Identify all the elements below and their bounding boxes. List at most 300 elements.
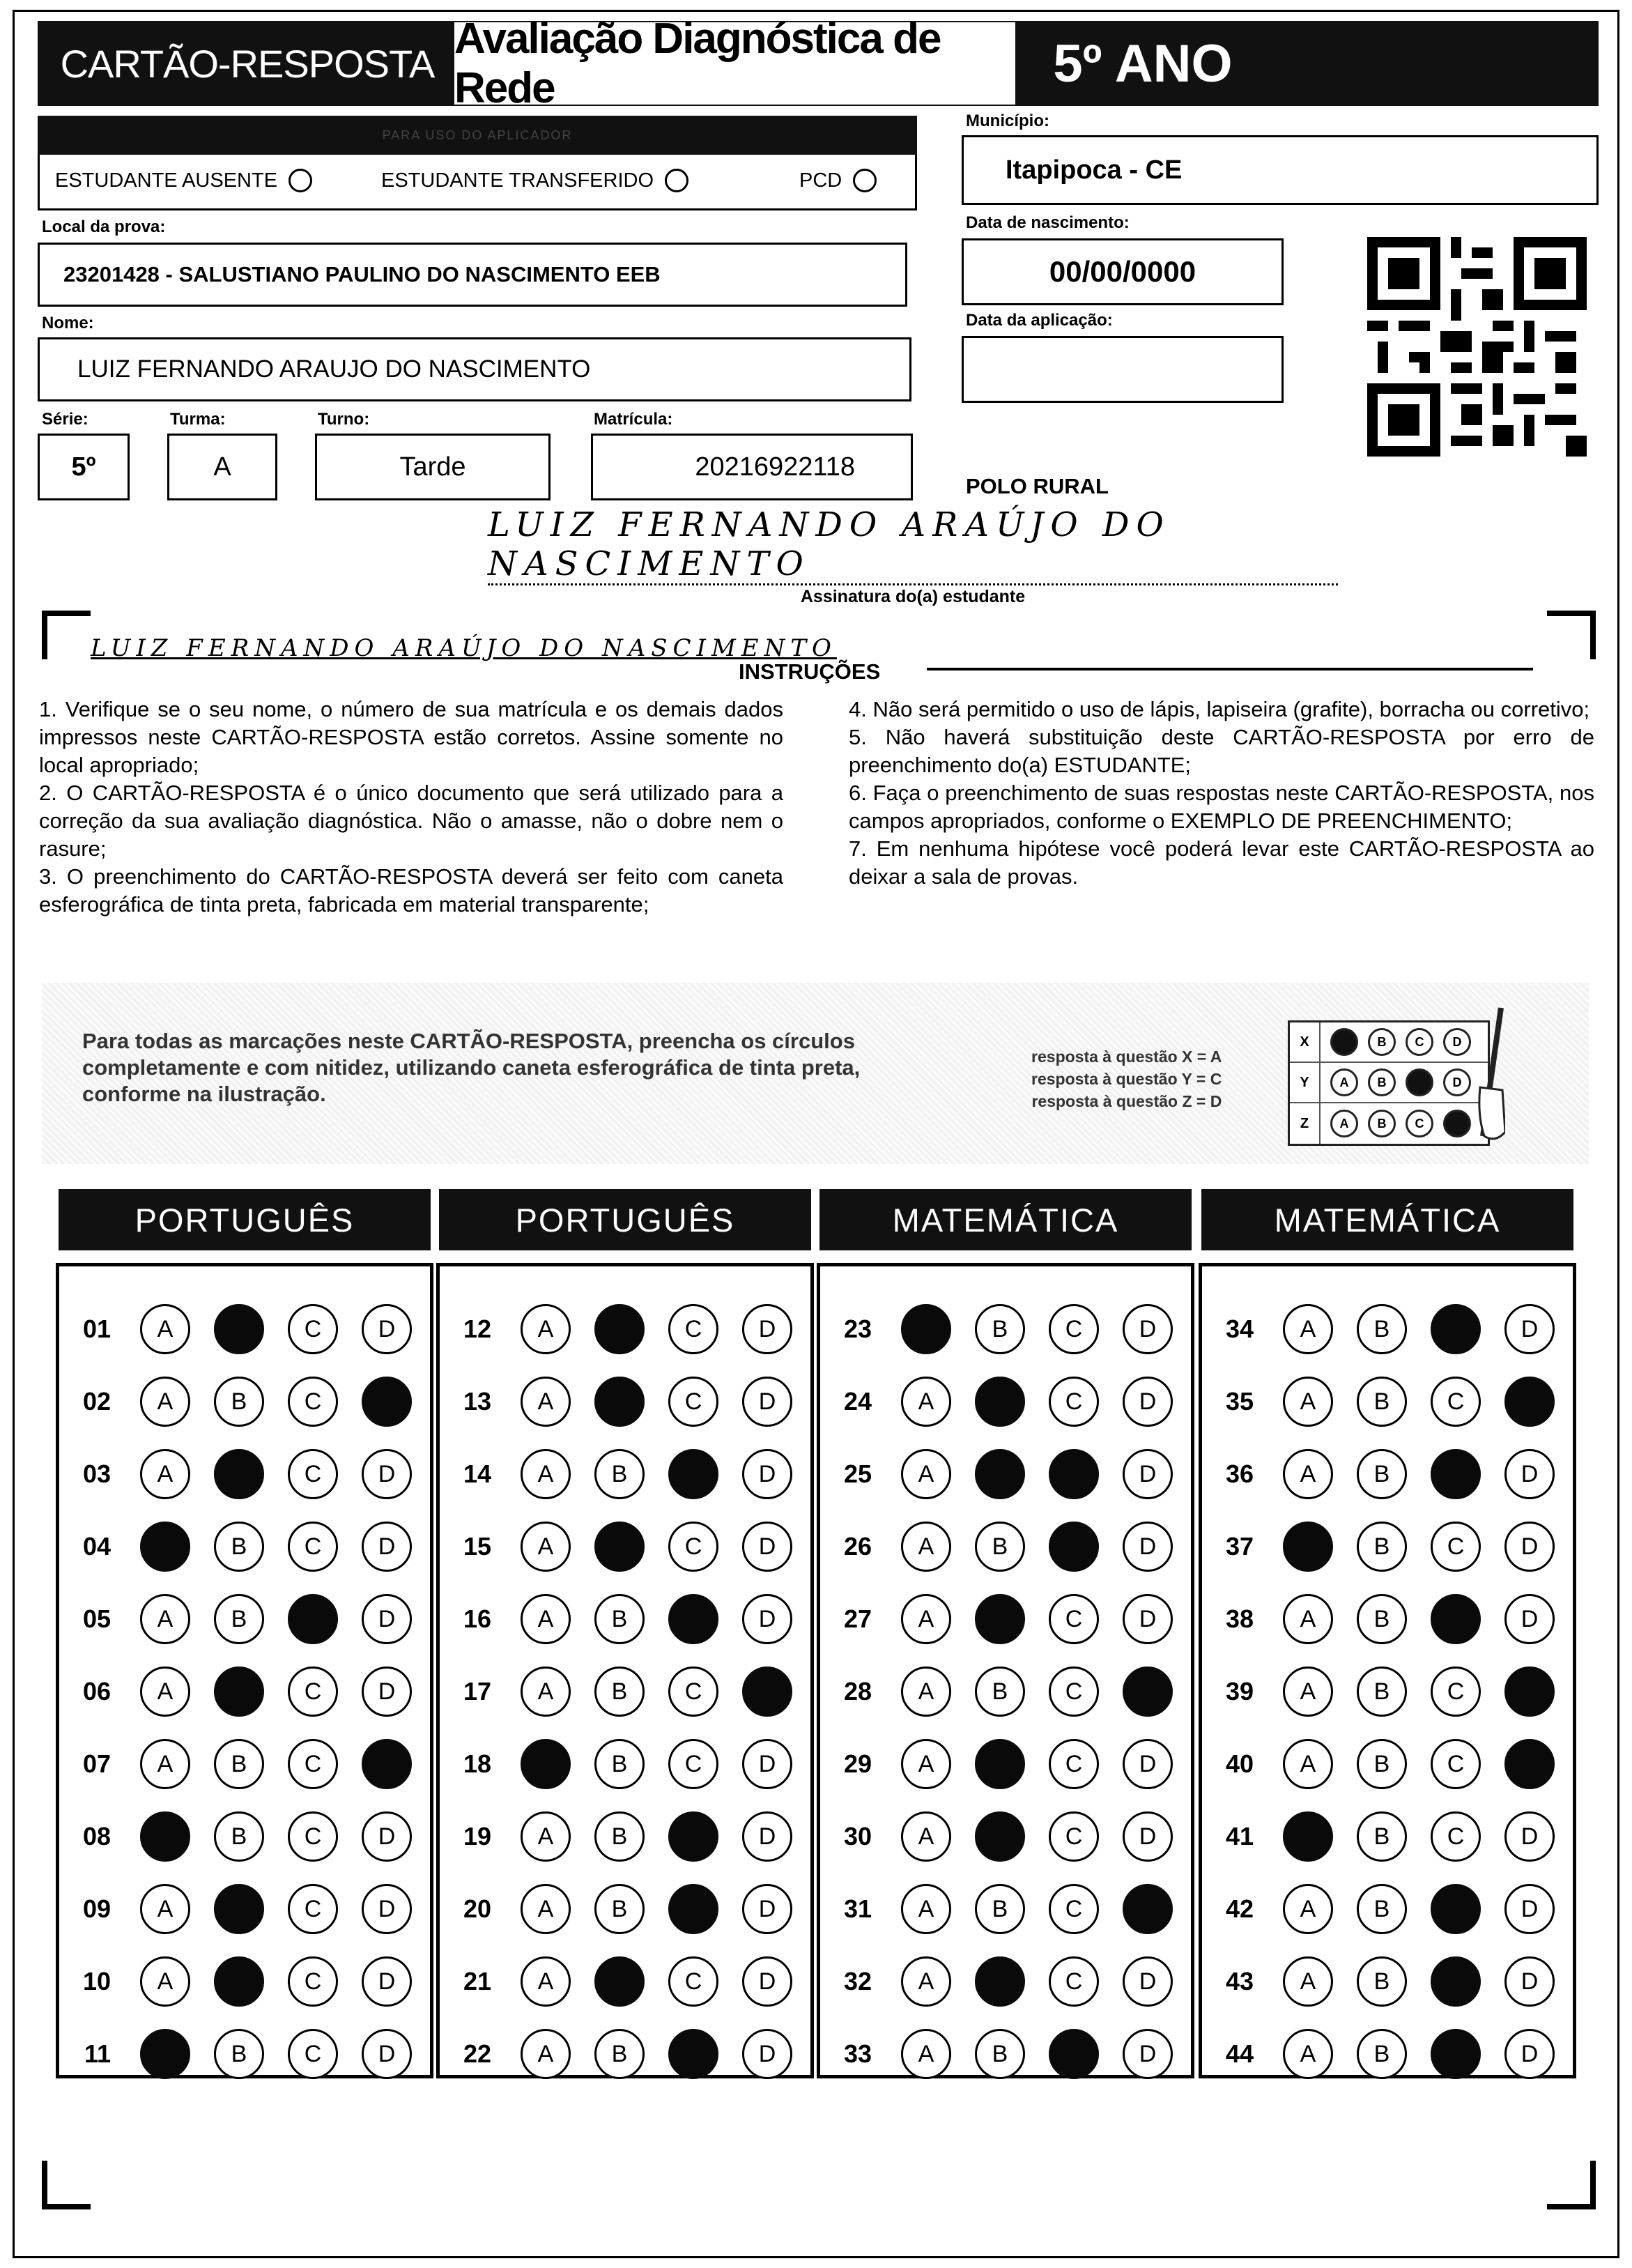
question-number: 29 [843, 1749, 872, 1778]
question-row [1212, 1809, 1555, 1864]
answer-bubble-b[interactable]: B [214, 2029, 264, 2079]
question-row [449, 1809, 792, 1864]
answer-bubble-c[interactable]: C [288, 1811, 338, 1862]
question-number: 06 [82, 1677, 111, 1706]
answer-bubble-d[interactable] [1123, 1884, 1173, 1934]
answer-bubble-c[interactable]: C [288, 1884, 338, 1934]
instruction-3: 3. O preenchimento do CARTÃO-RESPOSTA deverá ser feito com caneta esferográfica de tinta preta, fabricada em material transparente; [39, 864, 783, 917]
answer-bubble-c[interactable]: C [1431, 1739, 1481, 1789]
answer-bubble-b[interactable]: B [594, 1449, 645, 1499]
answer-bubble-c[interactable] [1431, 1594, 1481, 1644]
answer-bubble-a[interactable]: A [140, 1884, 190, 1934]
answer-bubble-b[interactable]: B [214, 1594, 264, 1644]
local-field [38, 243, 907, 307]
answer-bubble-b[interactable] [214, 1956, 264, 2007]
answer-bubble-d[interactable]: D [362, 1884, 412, 1934]
fill-example-keys [1031, 1045, 1222, 1112]
answer-bubble-c[interactable]: C [288, 2029, 338, 2079]
answer-bubble-c[interactable]: C [1049, 1956, 1099, 2007]
answer-bubble-a[interactable]: A [1283, 2029, 1333, 2079]
answer-bubble-b[interactable]: B [214, 1811, 264, 1862]
answer-bubble-b[interactable]: B [214, 1377, 264, 1427]
question-row [1212, 1954, 1555, 2009]
answer-bubble-d[interactable]: D [1504, 1811, 1555, 1862]
answer-bubble-c[interactable]: C [1049, 1739, 1099, 1789]
answer-bubble-a[interactable] [140, 1811, 190, 1862]
answer-bubble-a[interactable]: A [140, 1666, 190, 1717]
applicator-heading: PARA USO DO APLICADOR [38, 116, 917, 155]
answer-bubble-b[interactable]: B [1357, 1739, 1407, 1789]
answer-bubble-a[interactable]: A [521, 1811, 571, 1862]
answer-bubble-d[interactable]: D [1504, 1884, 1555, 1934]
answer-bubble-d[interactable]: D [362, 1956, 412, 2007]
transferred-bubble[interactable] [665, 169, 688, 192]
answer-bubble-b[interactable] [975, 1449, 1025, 1499]
answer-bubble-b[interactable]: B [594, 1666, 645, 1717]
question-number: 27 [843, 1604, 872, 1633]
answer-bubble-a[interactable]: A [521, 1522, 571, 1572]
name-field [38, 337, 911, 401]
question-number: 11 [84, 2039, 111, 2068]
answer-bubble-b[interactable]: B [1357, 1304, 1407, 1354]
answer-bubble-d[interactable] [742, 1666, 792, 1717]
answer-bubble-d[interactable]: D [1123, 1594, 1173, 1644]
answer-bubble-a[interactable]: A [521, 2029, 571, 2079]
question-number: 14 [463, 1459, 491, 1488]
turno-field [315, 434, 551, 500]
answer-bubble-c[interactable]: C [668, 1377, 718, 1427]
question-number: 43 [1225, 1967, 1254, 1995]
answer-bubble-d[interactable]: D [1123, 1304, 1173, 1354]
question-number: 18 [463, 1749, 491, 1778]
answer-bubble-c[interactable] [1431, 1884, 1481, 1934]
answer-bubble-a[interactable]: A [901, 1594, 951, 1644]
question-row [1212, 1519, 1555, 1574]
answer-bubble-d[interactable]: D [1504, 1522, 1555, 1572]
answer-bubble-d[interactable]: D [1504, 1956, 1555, 2007]
answer-bubble-d[interactable]: D [1123, 1739, 1173, 1789]
question-row [69, 1809, 412, 1864]
answer-bubble-d[interactable] [1504, 1666, 1555, 1717]
answer-bubble-b[interactable] [214, 1304, 264, 1354]
answer-bubble-b[interactable]: B [214, 1739, 264, 1789]
answer-bubble-b[interactable]: B [1357, 1594, 1407, 1644]
answer-bubble-d[interactable]: D [742, 1522, 792, 1572]
question-row [69, 2026, 412, 2082]
answer-bubble-a[interactable]: A [901, 1449, 951, 1499]
answer-bubble-c[interactable]: C [668, 1522, 718, 1572]
answer-bubble-d[interactable]: D [1123, 1956, 1173, 2007]
answer-bubble-d[interactable]: D [362, 1594, 412, 1644]
answer-bubble-a[interactable]: A [901, 1884, 951, 1934]
answer-bubble-b[interactable]: B [975, 1884, 1025, 1934]
answer-bubble-b[interactable] [594, 1304, 645, 1354]
answer-bubble-c[interactable]: C [288, 1449, 338, 1499]
question-row [69, 1881, 412, 1937]
answer-bubble-c[interactable] [1049, 1522, 1099, 1572]
answer-bubble-d[interactable] [1123, 1666, 1173, 1717]
question-row [1212, 1374, 1555, 1430]
nascimento-field [962, 238, 1284, 305]
corner-mark-bottom-left [42, 2161, 91, 2209]
answer-bubble-c[interactable]: C [1431, 1666, 1481, 1717]
answer-bubble-d[interactable] [1504, 1739, 1555, 1789]
answer-bubble-c[interactable]: C [288, 1522, 338, 1572]
answer-bubble-d[interactable]: D [742, 1377, 792, 1427]
answer-bubble-c[interactable]: C [1431, 1522, 1481, 1572]
question-row [830, 1591, 1173, 1647]
answer-bubble-d[interactable]: D [362, 1666, 412, 1717]
answer-bubble-a[interactable]: A [1283, 1666, 1333, 1717]
answer-bubble-a[interactable]: A [901, 1956, 951, 2007]
aplicacao-label: Data da aplicação: [966, 311, 1113, 330]
answer-bubble-c[interactable] [1431, 1956, 1481, 2007]
question-number: 19 [463, 1822, 491, 1851]
answer-bubble-a[interactable]: A [140, 1304, 190, 1354]
answer-bubble-c[interactable] [1431, 2029, 1481, 2079]
question-number: 32 [843, 1967, 872, 1995]
question-row [449, 1374, 792, 1430]
answer-bubble-c[interactable]: C [1431, 1811, 1481, 1862]
serie-label: Série: [42, 410, 88, 429]
instruction-6: 6. Faça o preenchimento de suas respostas neste CARTÃO-RESPOSTA, nos campos apropriados, conforme o EXEMPLO DE PREENCHIMENTO; [849, 781, 1594, 833]
answer-bubble-a[interactable]: A [1283, 1884, 1333, 1934]
instruction-7: 7. Em nenhuma hipótese você poderá levar este CARTÃO-RESPOSTA ao deixar a sala de provas. [849, 836, 1594, 889]
question-number: 42 [1225, 1894, 1254, 1923]
answer-bubble-b[interactable]: B [594, 1594, 645, 1644]
answer-bubble-d[interactable]: D [1504, 2029, 1555, 2079]
answer-bubble-a[interactable]: A [521, 1956, 571, 2007]
question-row [1212, 2026, 1555, 2082]
question-number: 13 [463, 1387, 491, 1416]
section-answer-box [56, 1263, 433, 2078]
answer-bubble-a[interactable]: A [1283, 1377, 1333, 1427]
question-row [830, 1881, 1173, 1937]
answer-bubble-b[interactable]: B [975, 1304, 1025, 1354]
instructions-title: INSTRUÇÕES [739, 659, 881, 684]
answer-bubble-c[interactable] [668, 1884, 718, 1934]
transferred-option[interactable] [381, 169, 688, 192]
section-answer-box [817, 1263, 1194, 2078]
answer-bubble-a[interactable]: A [521, 1449, 571, 1499]
answer-bubble-d[interactable]: D [742, 1304, 792, 1354]
section-answer-box [436, 1263, 814, 2078]
question-row [830, 1809, 1173, 1864]
answer-bubble-b[interactable]: B [594, 1739, 645, 1789]
question-number: 38 [1225, 1604, 1254, 1633]
question-number: 41 [1225, 1822, 1254, 1851]
answer-bubble-a[interactable]: A [901, 1377, 951, 1427]
answer-bubble-d[interactable]: D [742, 1884, 792, 1934]
example-row-label: Y [1290, 1063, 1321, 1102]
question-number: 35 [1225, 1387, 1254, 1416]
municipio-label: Município: [966, 112, 1049, 130]
question-number: 07 [82, 1749, 111, 1778]
question-row [830, 1664, 1173, 1719]
answer-bubble-b[interactable]: B [594, 1884, 645, 1934]
answer-bubble-d[interactable]: D [742, 1811, 792, 1862]
answer-bubble-c[interactable]: C [1049, 1884, 1099, 1934]
question-number: 16 [463, 1604, 491, 1633]
answer-bubble-c[interactable]: C [668, 1666, 718, 1717]
section-title: PORTUGUÊS [59, 1189, 431, 1250]
turma-value: A [213, 452, 231, 482]
question-row [449, 1736, 792, 1792]
answer-bubble-a[interactable]: A [901, 1522, 951, 1572]
answer-bubble-a[interactable]: A [1283, 1594, 1333, 1644]
answer-bubble-c[interactable] [288, 1594, 338, 1644]
answer-bubble-b[interactable]: B [214, 1522, 264, 1572]
pcd-option[interactable] [799, 169, 877, 192]
answer-bubble-a[interactable]: A [140, 1449, 190, 1499]
answer-bubble-d[interactable]: D [742, 1594, 792, 1644]
student-signature[interactable]: LUIZ FERNANDO ARAÚJO DO NASCIMENTO [488, 537, 1338, 585]
answer-bubble-d[interactable]: D [362, 1449, 412, 1499]
instruction-5: 5. Não haverá substituição deste CARTÃO-RESPOSTA por erro de preenchimento do(a) ESTUDANTE; [849, 725, 1594, 777]
answer-bubble-d[interactable]: D [362, 1811, 412, 1862]
pcd-bubble[interactable] [853, 169, 877, 192]
answer-bubble-a[interactable]: A [521, 1884, 571, 1934]
example-bubble-a: A [1330, 1068, 1358, 1096]
answer-bubble-c[interactable]: C [1049, 1594, 1099, 1644]
question-row [449, 1664, 792, 1719]
answer-bubble-d[interactable]: D [742, 2029, 792, 2079]
absent-option[interactable] [55, 169, 312, 192]
example-key-x: resposta à questão X = A [1031, 1048, 1222, 1066]
municipio-value: Itapipoca - CE [1006, 155, 1183, 185]
answer-bubble-a[interactable]: A [140, 1594, 190, 1644]
question-row [69, 1664, 412, 1719]
example-bubble-c: C [1406, 1028, 1433, 1056]
answer-bubble-d[interactable] [1504, 1377, 1555, 1427]
name-value: LUIZ FERNANDO ARAUJO DO NASCIMENTO [77, 355, 591, 383]
answer-bubble-c[interactable]: C [668, 1956, 718, 2007]
answer-bubble-c[interactable]: C [288, 1304, 338, 1354]
answer-bubble-d[interactable]: D [362, 1522, 412, 1572]
answer-bubble-c[interactable]: C [668, 1304, 718, 1354]
turma-field [167, 434, 277, 500]
example-bubble-a: A [1330, 1028, 1358, 1056]
answer-bubble-b[interactable]: B [1357, 1811, 1407, 1862]
answer-bubble-b[interactable]: B [1357, 1377, 1407, 1427]
example-bubble-d: D [1443, 1110, 1471, 1137]
fill-example-text: Para todas as marcações neste CARTÃO-RESPOSTA, preencha os círculos completamente e com nitidez, utilizando caneta esferográfica de tinta preta, conforme na ilustração. [82, 1029, 861, 1106]
answer-bubble-c[interactable]: C [1049, 1666, 1099, 1717]
section-answer-box [1199, 1263, 1576, 2078]
answer-bubble-a[interactable] [1283, 1811, 1333, 1862]
example-row [1290, 1103, 1488, 1144]
handwritten-name: LUIZ FERNANDO ARAÚJO DO NASCIMENTO [91, 634, 837, 662]
answer-bubble-a[interactable]: A [140, 1377, 190, 1427]
answer-bubble-a[interactable]: A [521, 1377, 571, 1427]
question-number: 15 [463, 1532, 491, 1561]
answer-bubble-a[interactable] [140, 1522, 190, 1572]
answer-bubble-d[interactable]: D [1123, 1377, 1173, 1427]
nascimento-value: 00/00/0000 [1049, 255, 1196, 288]
answer-bubble-d[interactable]: D [1504, 1449, 1555, 1499]
question-row [830, 1301, 1173, 1357]
example-bubble-d: D [1443, 1028, 1471, 1056]
answer-bubble-b[interactable]: B [1357, 1522, 1407, 1572]
name-label: Nome: [42, 314, 94, 332]
question-row [830, 1736, 1173, 1792]
serie-value: 5º [71, 452, 96, 482]
question-row [449, 1881, 792, 1937]
answer-bubble-b[interactable] [214, 1449, 264, 1499]
aplicacao-field [962, 336, 1284, 403]
absent-bubble[interactable] [288, 169, 312, 192]
corner-mark-bottom-right [1547, 2161, 1596, 2209]
answer-bubble-c[interactable] [1431, 1304, 1481, 1354]
answer-bubble-a[interactable]: A [140, 1739, 190, 1789]
answer-bubble-c[interactable] [668, 1449, 718, 1499]
example-key-y: resposta à questão Y = C [1031, 1070, 1222, 1088]
answer-bubble-a[interactable]: A [901, 1811, 951, 1862]
question-row [69, 1954, 412, 2009]
example-bubble-a: A [1330, 1110, 1358, 1137]
answer-bubble-c[interactable]: C [1049, 1377, 1099, 1427]
answer-bubble-c[interactable]: C [288, 1666, 338, 1717]
answer-bubble-c[interactable]: C [288, 1739, 338, 1789]
answer-bubble-d[interactable]: D [1504, 1594, 1555, 1644]
answer-bubble-b[interactable]: B [975, 1522, 1025, 1572]
answer-bubble-b[interactable]: B [1357, 1884, 1407, 1934]
question-row [830, 1519, 1173, 1574]
answer-bubble-a[interactable]: A [140, 1956, 190, 2007]
answer-bubble-d[interactable]: D [362, 2029, 412, 2079]
answer-bubble-c[interactable]: C [1049, 1304, 1099, 1354]
answer-bubble-b[interactable]: B [1357, 1956, 1407, 2007]
question-number: 26 [843, 1532, 872, 1561]
answer-bubble-c[interactable]: C [668, 1739, 718, 1789]
grade-title: 5º ANO [1053, 33, 1233, 93]
answer-bubble-b[interactable]: B [975, 1666, 1025, 1717]
answer-bubble-a[interactable] [140, 2029, 190, 2079]
answer-bubble-b[interactable] [594, 1377, 645, 1427]
answer-bubble-d[interactable]: D [362, 1304, 412, 1354]
answer-bubble-c[interactable]: C [1049, 1811, 1099, 1862]
answer-bubble-d[interactable] [362, 1739, 412, 1789]
answer-bubble-a[interactable]: A [1283, 1449, 1333, 1499]
question-number: 23 [843, 1315, 872, 1343]
answer-bubble-b[interactable] [975, 1956, 1025, 2007]
answer-bubble-b[interactable] [214, 1884, 264, 1934]
question-number: 28 [843, 1677, 872, 1706]
answer-bubble-a[interactable] [521, 1739, 571, 1789]
answer-bubble-d[interactable]: D [1504, 1304, 1555, 1354]
card-title: CARTÃO-RESPOSTA [60, 41, 435, 86]
example-bubble-b: B [1368, 1028, 1396, 1056]
answer-bubble-a[interactable]: A [901, 1739, 951, 1789]
question-number: 12 [463, 1315, 491, 1343]
example-row-label: Z [1290, 1103, 1321, 1144]
answer-bubble-b[interactable]: B [594, 1811, 645, 1862]
answer-bubble-c[interactable]: C [1431, 1377, 1481, 1427]
answer-bubble-a[interactable] [901, 1304, 951, 1354]
question-row [830, 1954, 1173, 2009]
answer-bubble-b[interactable] [975, 1739, 1025, 1789]
answer-bubble-b[interactable] [594, 1956, 645, 2007]
question-number: 37 [1225, 1532, 1254, 1561]
example-row [1290, 1063, 1488, 1103]
answer-bubble-a[interactable]: A [521, 1304, 571, 1354]
answer-bubble-c[interactable] [1049, 2029, 1099, 2079]
answer-bubble-d[interactable]: D [1123, 1449, 1173, 1499]
answer-bubble-d[interactable]: D [742, 1956, 792, 2007]
instruction-1: 1. Verifique se o seu nome, o número de sua matrícula e os demais dados impressos neste CARTÃO-RESPOSTA estão corretos. Assine somente no local apropriado; [39, 697, 783, 777]
question-row [449, 1954, 792, 2009]
instruction-2: 2. O CARTÃO-RESPOSTA é o único documento que será utilizado para a correção da sua avaliação diagnóstica. Não o amasse, não o dobre nem o rasure; [39, 781, 783, 861]
answer-bubble-a[interactable] [1283, 1522, 1333, 1572]
example-row [1290, 1022, 1488, 1063]
answer-bubble-d[interactable] [362, 1377, 412, 1427]
turno-value: Tarde [399, 452, 466, 482]
answer-bubble-a[interactable]: A [1283, 1739, 1333, 1789]
answer-bubble-b[interactable] [975, 1811, 1025, 1862]
answer-bubble-b[interactable] [594, 1522, 645, 1572]
section-title: MATEMÁTICA [819, 1189, 1192, 1250]
answer-bubble-a[interactable]: A [1283, 1304, 1333, 1354]
answer-bubble-a[interactable]: A [901, 2029, 951, 2079]
answer-bubble-c[interactable]: C [288, 1377, 338, 1427]
answer-bubble-d[interactable]: D [742, 1449, 792, 1499]
matricula-value: 20216922118 [695, 452, 855, 482]
question-number: 30 [843, 1822, 872, 1851]
instructions-rule [927, 668, 1533, 671]
answer-bubble-b[interactable] [214, 1666, 264, 1717]
answer-bubble-c[interactable] [668, 2029, 718, 2079]
answer-bubble-c[interactable] [668, 1811, 718, 1862]
answer-bubble-c[interactable] [668, 1594, 718, 1644]
transferred-label: ESTUDANTE TRANSFERIDO [381, 169, 654, 192]
answer-bubble-a[interactable]: A [1283, 1956, 1333, 2007]
answer-bubble-a[interactable]: A [521, 1666, 571, 1717]
answer-bubble-a[interactable]: A [901, 1666, 951, 1717]
answer-bubble-a[interactable]: A [521, 1594, 571, 1644]
question-row [449, 1301, 792, 1357]
exam-title: Avaliação Diagnóstica de Rede [454, 22, 1015, 105]
answer-bubble-c[interactable] [1049, 1449, 1099, 1499]
absent-label: ESTUDANTE AUSENTE [55, 169, 278, 192]
answer-bubble-d[interactable]: D [1123, 1522, 1173, 1572]
instruction-4: 4. Não será permitido o uso de lápis, lapiseira (grafite), borracha ou corretivo; [849, 697, 1590, 721]
question-row [449, 2026, 792, 2082]
answer-bubble-b[interactable]: B [1357, 1449, 1407, 1499]
answer-bubble-b[interactable]: B [594, 2029, 645, 2079]
answer-bubble-b[interactable]: B [1357, 2029, 1407, 2079]
answer-bubble-d[interactable]: D [742, 1739, 792, 1789]
answer-bubble-d[interactable]: D [1123, 1811, 1173, 1862]
question-row [1212, 1664, 1555, 1719]
answer-bubble-b[interactable] [975, 1594, 1025, 1644]
answer-bubble-c[interactable] [1431, 1449, 1481, 1499]
answer-bubble-d[interactable]: D [1123, 2029, 1173, 2079]
example-bubble-b: B [1368, 1110, 1396, 1137]
answer-bubble-b[interactable]: B [975, 2029, 1025, 2079]
answer-bubble-b[interactable] [975, 1377, 1025, 1427]
answer-bubble-b[interactable]: B [1357, 1666, 1407, 1717]
example-bubble-b: B [1368, 1068, 1396, 1096]
question-number: 08 [82, 1822, 111, 1851]
question-row [830, 1374, 1173, 1430]
question-number: 05 [82, 1604, 111, 1633]
question-number: 03 [82, 1459, 111, 1488]
nascimento-label: Data de nascimento: [966, 213, 1130, 232]
question-number: 09 [82, 1894, 111, 1923]
answer-bubble-c[interactable]: C [288, 1956, 338, 2007]
question-row [1212, 1591, 1555, 1647]
question-number: 20 [463, 1894, 491, 1923]
